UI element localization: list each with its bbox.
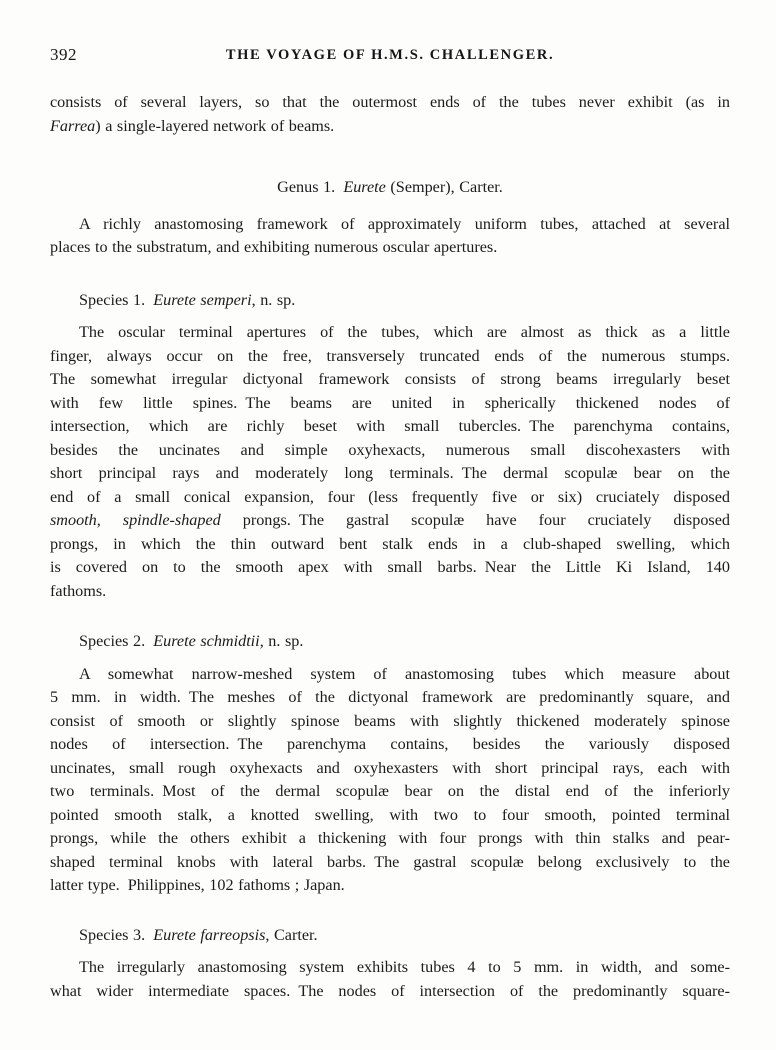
text-line — [50, 176, 730, 200]
genus-description-paragraph — [50, 213, 730, 260]
text-line — [50, 415, 730, 439]
text-segment: finger, always occur on the free, transversely truncated ends of the numerous stumps. — [50, 346, 730, 365]
text-line — [50, 580, 730, 604]
text-line — [50, 509, 730, 533]
text-line — [50, 533, 730, 557]
text-line — [50, 956, 730, 980]
text-line — [50, 980, 730, 1004]
text-line — [50, 804, 730, 828]
italic-text-segment: Eurete — [343, 178, 386, 196]
text-segment: what wider intermediate spaces. The nodes of intersection of the predominantly square- — [50, 981, 730, 1000]
text-segment: The irregularly anastomosing system exhibits tubes 4 to 5 mm. in width, and some- — [79, 958, 730, 976]
text-segment: nodes of intersection. The parenchyma contains, besides the variously disposed — [50, 735, 730, 753]
text-segment: Species 1. — [79, 290, 154, 309]
text-line — [50, 710, 730, 734]
text-line — [50, 392, 730, 416]
text-segment: The oscular terminal apertures of the tubes, which are almost as thick as a little — [79, 323, 730, 341]
text-line — [50, 462, 730, 486]
text-line — [50, 91, 730, 115]
page-number: 392 — [50, 45, 77, 64]
text-segment: two terminals. Most of the dermal scopulæ bear on the distal end of the inferiorly — [50, 782, 730, 800]
text-segment: A somewhat narrow-meshed system of anastomosing tubes which measure about — [79, 664, 730, 683]
text-line — [50, 686, 730, 710]
species-2-heading — [50, 630, 730, 654]
text-segment: (Semper), Carter. — [385, 178, 503, 196]
text-line — [50, 827, 730, 851]
italic-text-segment: Eurete schmidtii — [153, 632, 260, 650]
text-line — [50, 630, 730, 654]
text-line — [50, 851, 730, 875]
text-segment: , Carter. — [265, 925, 318, 944]
text-line — [50, 556, 730, 580]
text-segment: Species 3. — [79, 925, 154, 944]
text-segment: is covered on to the smooth apex with small barbs. Near the Little Ki Island, 140 — [50, 558, 730, 576]
text-line — [50, 213, 730, 237]
italic-text-segment: smooth, spindle-shaped — [50, 511, 221, 529]
text-segment: prongs. The gastral scopulæ have four cruciately disposed — [220, 511, 730, 529]
text-segment: besides the uncinates and simple oxyhexacts, numerous small discohexasters with — [50, 440, 730, 459]
text-line — [50, 757, 730, 781]
running-head: THE VOYAGE OF H.M.S. CHALLENGER. — [225, 47, 555, 63]
text-line — [50, 924, 730, 948]
text-segment: consist of smooth or slightly spinose beams with slightly thickened moderately spinose — [50, 711, 730, 730]
text-segment: Species 2. — [79, 632, 154, 650]
text-segment: short principal rays and moderately long terminals. The dermal scopulæ bear on the — [50, 464, 730, 482]
text-line — [50, 321, 730, 345]
text-segment: , n. sp. — [259, 632, 304, 650]
text-segment: uncinates, small rough oxyhexacts and oxyhexasters with short principal rays, each with — [50, 758, 730, 777]
italic-text-segment: Eurete semperi — [153, 290, 252, 309]
text-segment: shaped terminal knobs with lateral barbs. The gastral scopulæ belong exclusively to the — [50, 852, 730, 871]
text-segment: prongs, while the others exhibit a thickening with four prongs with thin stalks and pear- — [50, 829, 730, 847]
italic-text-segment: Farrea — [50, 116, 96, 135]
species-1-paragraph — [50, 321, 730, 603]
text-segment: pointed smooth stalk, a knotted swelling, with two to four smooth, pointed terminal — [50, 805, 730, 824]
text-line — [50, 236, 730, 260]
text-segment: consists of several layers, so that the outermost ends of the tubes never exhibit (as in — [50, 93, 730, 111]
text-line — [50, 345, 730, 369]
text-line — [50, 368, 730, 392]
text-line — [50, 663, 730, 687]
species-2-paragraph — [50, 663, 730, 898]
text-line — [50, 874, 730, 898]
text-segment: places to the substratum, and exhibiting numerous oscular apertures. — [50, 238, 498, 256]
text-segment: , n. sp. — [251, 290, 296, 309]
species-3-heading — [50, 924, 730, 948]
species-1-heading — [50, 289, 730, 313]
text-segment: end of a small conical expansion, four (less frequently five or six) cruciately disposed — [50, 487, 730, 506]
italic-text-segment: Eurete farreopsis — [153, 925, 266, 944]
text-segment: with few little spines. The beams are united in spherically thickened nodes of — [50, 393, 730, 412]
text-segment: latter type. Philippines, 102 fathoms ; Japan. — [50, 876, 345, 894]
text-segment: A richly anastomosing framework of approximately uniform tubes, attached at several — [79, 214, 730, 233]
text-line — [50, 733, 730, 757]
text-line — [50, 439, 730, 463]
text-segment: The somewhat irregular dictyonal framework consists of strong beams irregularly beset — [50, 370, 730, 388]
page-body — [50, 91, 730, 1003]
text-segment: 5 mm. in width. The meshes of the dictyonal framework are predominantly square, and — [50, 688, 730, 706]
text-segment: prongs, in which the thin outward bent stalk ends in a club-shaped swelling, which — [50, 534, 730, 553]
text-line — [50, 289, 730, 313]
species-3-paragraph — [50, 956, 730, 1003]
page-header — [50, 45, 730, 65]
text-segment: intersection, which are richly beset with small tubercles. The parenchyma contains, — [50, 417, 730, 435]
text-line — [50, 115, 730, 139]
text-segment: Genus 1. — [277, 178, 344, 196]
continuation-paragraph — [50, 91, 730, 138]
genus-heading — [50, 176, 730, 200]
text-line — [50, 780, 730, 804]
text-line — [50, 486, 730, 510]
text-segment: ) a single-layered network of beams. — [95, 116, 335, 135]
text-segment: fathoms. — [50, 581, 107, 600]
